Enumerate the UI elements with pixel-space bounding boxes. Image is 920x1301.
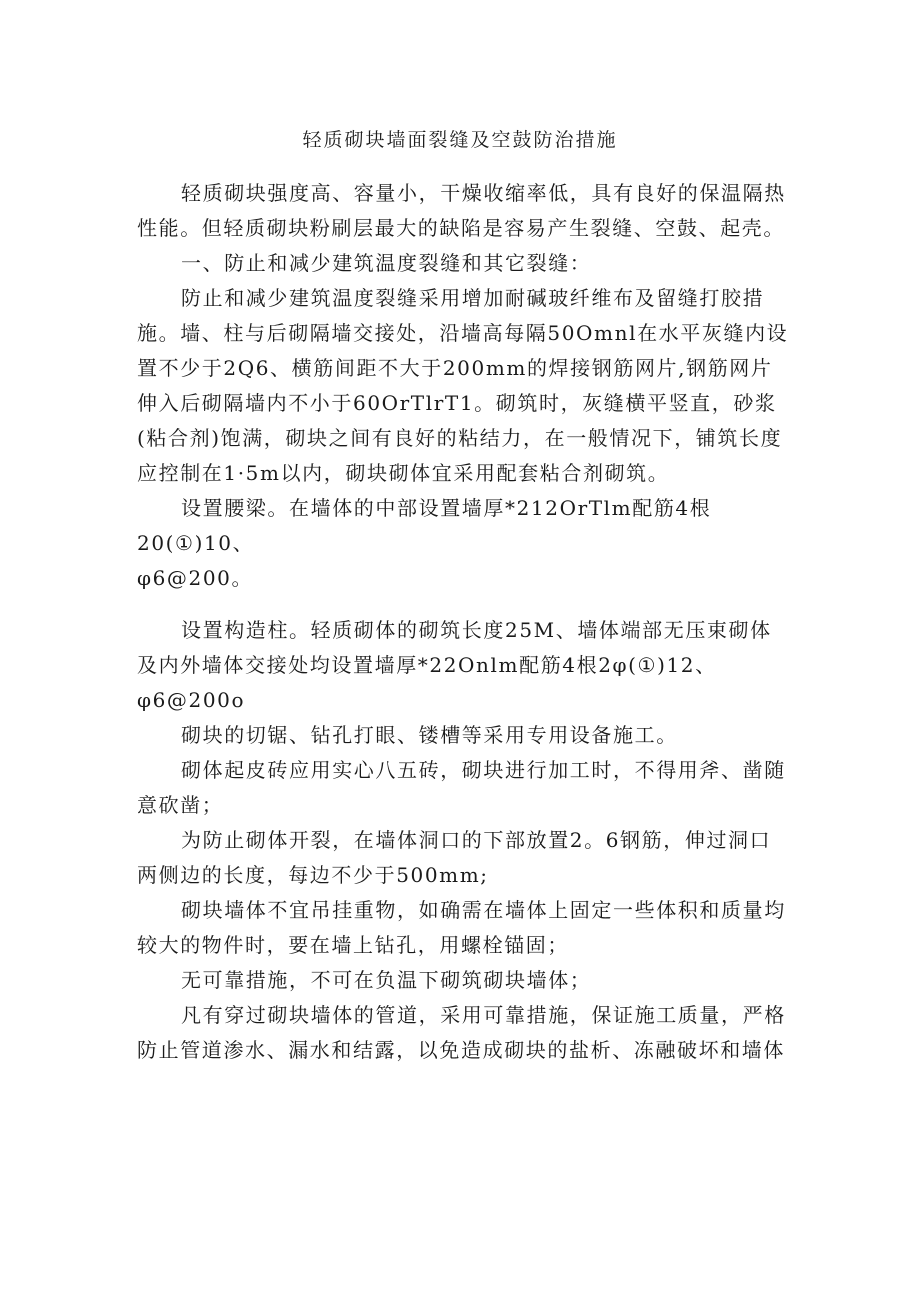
paragraph-waist-beam-stirrup: φ6@200。 [137,566,254,590]
section-heading-1: 一、防止和减少建筑温度裂缝和其它裂缝： [181,251,592,275]
document-title: 轻质砌块墙面裂缝及空鼓防治措施 [302,129,618,151]
paragraph-heavy-objects: 砌块墙体不宜吊挂重物，如确需在墙体上固定一些体积和质量均较大的物件时，要在墙上钻孔，用螺栓锚固； [137,898,786,957]
paragraph-pipes: 凡有穿过砌块墙体的管道，采用可靠措施，保证施工质量，严格防止管道渗水、漏水和结露，以免造成砌块的盐析、冻融破坏和墙体 [137,1003,786,1062]
paragraph-waist-beam-rebar: 20(①)10、 [137,531,255,555]
paragraph-cutting: 砌块的切锯、钻孔打眼、镂槽等采用专用设备施工。 [181,723,678,747]
paragraph-crack-prevention: 防止和减少建筑温度裂缝采用增加耐碱玻纤维布及留缝打胶措施。墙、柱与后砌隔墙交接处，沿墙高每隔50Omnl在水平灰缝内设置不少于2Q6、横筋间距不大于200mm的焊接钢筋网片,钢筋网片伸入后砌隔墙内不小于60OrTlrT1。砌筑时，灰缝横平竖直，砂浆(粘合剂)饱满，砌块之间有良好的粘结力，在一般情况下，铺筑长度应控制在1·5m以内，砌块砌体宜采用配套粘合剂砌筑。 [137,286,789,485]
paragraph-intro: 轻质砌块强度高、容量小，干燥收缩率低，具有良好的保温隔热性能。但轻质砌块粉刷层最大的缺陷是容易产生裂缝、空鼓、起壳。 [137,181,786,240]
paragraph-negative-temperature: 无可靠措施，不可在负温下砌筑砌块墙体； [181,968,592,992]
paragraph-waist-beam: 设置腰梁。在墙体的中部设置墙厚*212OrTlm配筋4根 [181,496,712,520]
paragraph-bricks: 砌体起皮砖应用实心八五砖，砌块进行加工时，不得用斧、凿随意砍凿； [137,758,786,817]
paragraph-structural-column: 设置构造柱。轻质砌体的砌筑长度25M、墙体端部无压束砌体及内外墙体交接处均设置墙厚*22Onlm配筋4根2φ(①)12、φ6@200o [137,618,772,712]
document-body [137,176,789,1068]
paragraph-opening-rebar: 为防止砌体开裂，在墙体洞口的下部放置2。6钢筋，伸过洞口两侧边的长度，每边不少于500mm; [137,828,772,887]
